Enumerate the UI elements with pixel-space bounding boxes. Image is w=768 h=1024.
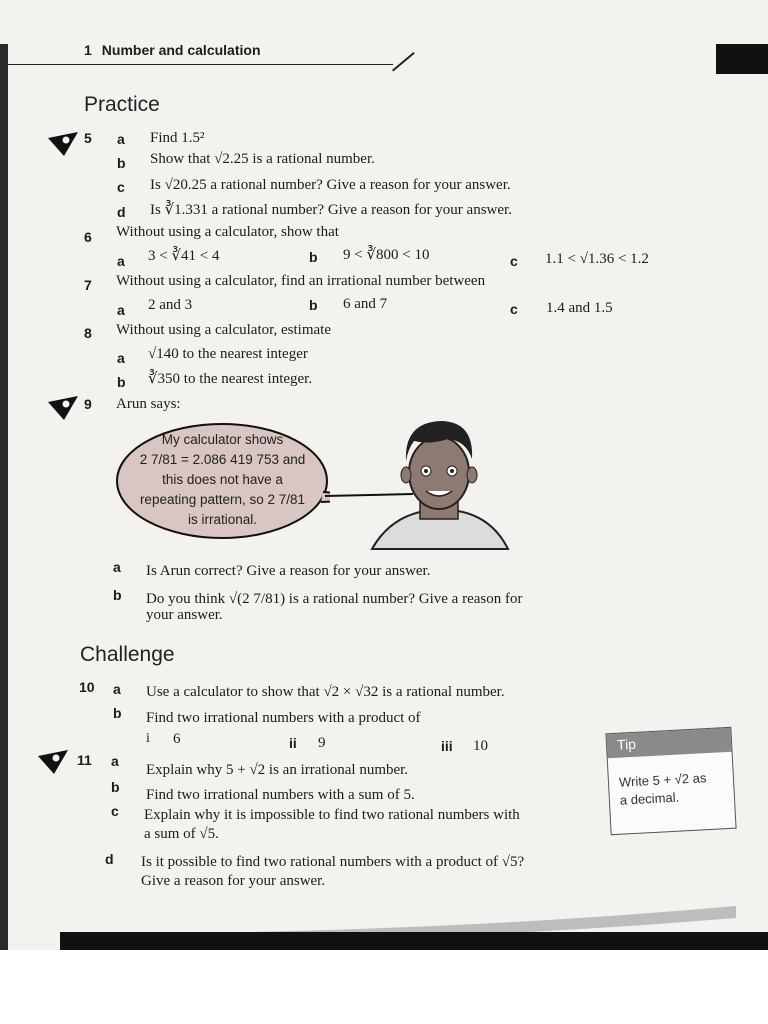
q9a-label: a [113, 559, 121, 575]
chapter-title: Number and calculation [101, 42, 261, 58]
q9b-text: Do you think √(2 7/81) is a rational number? Give a reason for [146, 591, 523, 607]
chapter-number: 1 [84, 42, 92, 58]
chapter-header [84, 42, 261, 58]
speech-bubble-text [120, 430, 325, 530]
tip-box [605, 727, 736, 835]
q8a-text: √140 to the nearest integer [148, 346, 308, 362]
q6b-text: 9 < ∛800 < 10 [343, 247, 430, 263]
q11a-text: Explain why 5 + √2 is an irrational number. [146, 762, 409, 778]
q6c-label: c [510, 253, 518, 269]
background-below-page [0, 950, 768, 1024]
question-6-number: 6 [84, 229, 92, 245]
page-shadow-left [0, 44, 8, 974]
practice-heading: Practice [84, 93, 160, 116]
header-rule [8, 64, 393, 65]
q7a-label: a [117, 302, 125, 318]
question-7-number: 7 [84, 277, 92, 293]
difficulty-marker-icon [46, 130, 80, 158]
difficulty-marker-icon [46, 394, 80, 422]
speech-line-1: My calculator shows [161, 432, 284, 447]
q5b-label: b [117, 155, 126, 171]
speech-line-4: repeating pattern, so 2 7/81 [139, 492, 306, 507]
q8a-label: a [117, 350, 125, 366]
difficulty-marker-icon [36, 748, 70, 776]
q6-stem: Without using a calculator, show that [116, 224, 339, 240]
q11d-label: d [105, 851, 114, 867]
question-5-number: 5 [84, 130, 92, 146]
question-10-number: 10 [79, 679, 95, 695]
q5b-text: Show that √2.25 is a rational number. [150, 151, 375, 167]
q5a-label: a [117, 131, 125, 147]
q6a-text: 3 < ∛41 < 4 [148, 248, 220, 264]
question-11-number: 11 [77, 752, 92, 768]
q7c-label: c [510, 301, 518, 317]
header-rule-slash [392, 52, 415, 72]
q11b-label: b [111, 779, 120, 795]
q6c-text: 1.1 < √1.36 < 1.2 [545, 251, 649, 267]
q5c-label: c [117, 179, 125, 195]
q9b-text-continued: your answer. [146, 607, 223, 623]
q8b-label: b [117, 374, 126, 390]
q5c-text: Is √20.25 a rational number? Give a reason for your answer. [150, 177, 511, 193]
q10b-ii-text: 9 [318, 735, 326, 751]
q6b-label: b [309, 249, 318, 265]
q8b-text: ∛350 to the nearest integer. [148, 371, 313, 387]
q8-stem: Without using a calculator, estimate [116, 322, 331, 338]
q6a-label: a [117, 253, 125, 269]
q9-stem: Arun says: [116, 396, 181, 412]
speech-line-2: 2 7/81 = 2.086 419 753 and [139, 452, 306, 467]
q7b-label: b [309, 297, 318, 313]
tip-text [619, 768, 731, 810]
q10b-label: b [113, 705, 122, 721]
q9a-text: Is Arun correct? Give a reason for your answer. [146, 563, 431, 579]
page-corner-tab [716, 44, 768, 74]
speech-line-3: this does not have a [162, 472, 283, 487]
tip-line-1: Write 5 + √2 as [618, 770, 707, 790]
q11d-text: Is it possible to find two rational numbers with a product of √5? [141, 854, 525, 870]
tip-line-2: a decimal. [619, 789, 680, 808]
arun-illustration [370, 415, 510, 551]
page-bottom-edge [60, 932, 768, 952]
q10b-iii-label: iii [441, 738, 453, 754]
q11b-text: Find two irrational numbers with a sum of 5. [146, 787, 415, 803]
speech-line-5: is irrational. [187, 512, 258, 527]
q7c-text: 1.4 and 1.5 [546, 300, 613, 316]
q7a-text: 2 and 3 [148, 297, 193, 313]
q10b-iii-text: 10 [473, 738, 488, 754]
q5d-label: d [117, 204, 126, 220]
q10b-i-text: 6 [173, 731, 181, 747]
q11c-text: Explain why it is impossible to find two rational numbers with [144, 807, 520, 823]
q10b-ii-label: ii [289, 735, 297, 751]
challenge-heading: Challenge [80, 643, 175, 666]
q10b-text: Find two irrational numbers with a product of [146, 710, 421, 726]
question-9-number: 9 [84, 396, 92, 412]
q10a-text: Use a calculator to show that √2 × √32 is a rational number. [146, 684, 505, 700]
q5a-text: Find 1.5² [150, 130, 205, 146]
q7b-text: 6 and 7 [343, 296, 388, 312]
q10b-i-label: i [146, 731, 150, 746]
q7-stem: Without using a calculator, find an irrational number between [116, 273, 486, 289]
q10a-label: a [113, 681, 121, 697]
tip-title: Tip [616, 735, 637, 753]
question-8-number: 8 [84, 325, 92, 341]
q11d-text-continued: Give a reason for your answer. [141, 873, 326, 889]
q11c-label: c [111, 803, 119, 819]
q11a-label: a [111, 753, 119, 769]
q11c-text-continued: a sum of √5. [144, 826, 219, 842]
q9b-label: b [113, 587, 122, 603]
q5d-text: Is ∛1.331 a rational number? Give a reason for your answer. [150, 202, 512, 218]
